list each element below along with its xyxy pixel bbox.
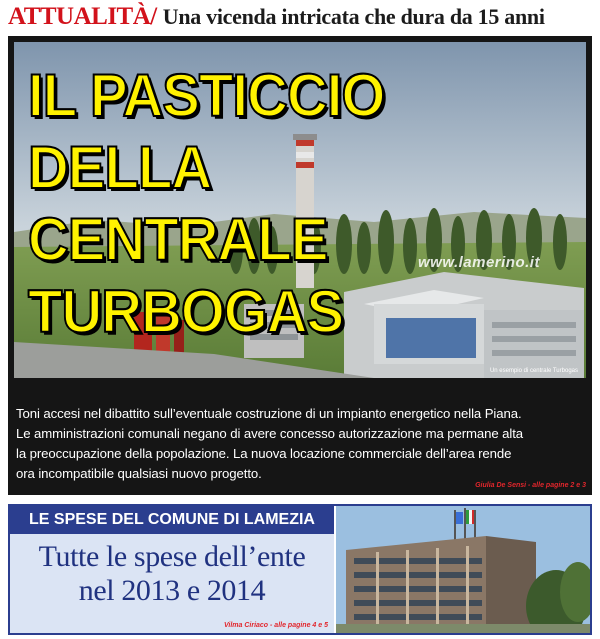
deck-line: la preoccupazione della popolazione. La nuova locazione commerciale dell’area rende [16,446,512,461]
deck-line: ora incompatibile qualsiasi nuovo progetto. [16,466,262,481]
town-hall-illustration [336,506,590,633]
spese-panel [10,534,334,633]
headline-line: CENTRALE [28,206,328,273]
section-kicker: ATTUALITÀ/ [8,3,157,30]
story-headline[interactable] [28,60,586,348]
headline-line: TURBOGAS [28,278,344,345]
story-credit: Giulia De Sensi - alle pagine 2 e 3 [475,482,586,489]
spese-band: LE SPESE DEL COMUNE DI LAMEZIA [10,506,334,534]
photo-caption: Un esempio di centrale Turbogas [489,368,578,374]
section-title: Una vicenda intricata che dura da 15 anni [162,4,545,29]
spese-title-line: Tutte le spese dell’ente [38,540,306,573]
story-deck [16,404,588,484]
deck-line: Toni accesi nel dibattito sull’eventuale costruzione di un impianto energetico nella Piana. [16,406,522,421]
site-watermark: www.lamerino.it [418,254,540,271]
spese-story[interactable] [8,504,592,635]
spese-title-line: nel 2013 e 2014 [78,574,266,607]
main-story[interactable] [8,36,592,495]
section-header [0,0,600,34]
deck-line: Le amministrazioni comunali negano di avere concesso autorizzazione ma permane alta [16,426,524,441]
headline-line: DELLA [28,134,212,201]
town-hall-photo [336,506,590,633]
spese-credit: Vilma Ciriaco - alle pagine 4 e 5 [223,622,328,629]
headline-line: IL PASTICCIO [28,62,385,129]
turbogas-plant-photo [14,42,586,378]
spese-title[interactable] [10,540,334,608]
